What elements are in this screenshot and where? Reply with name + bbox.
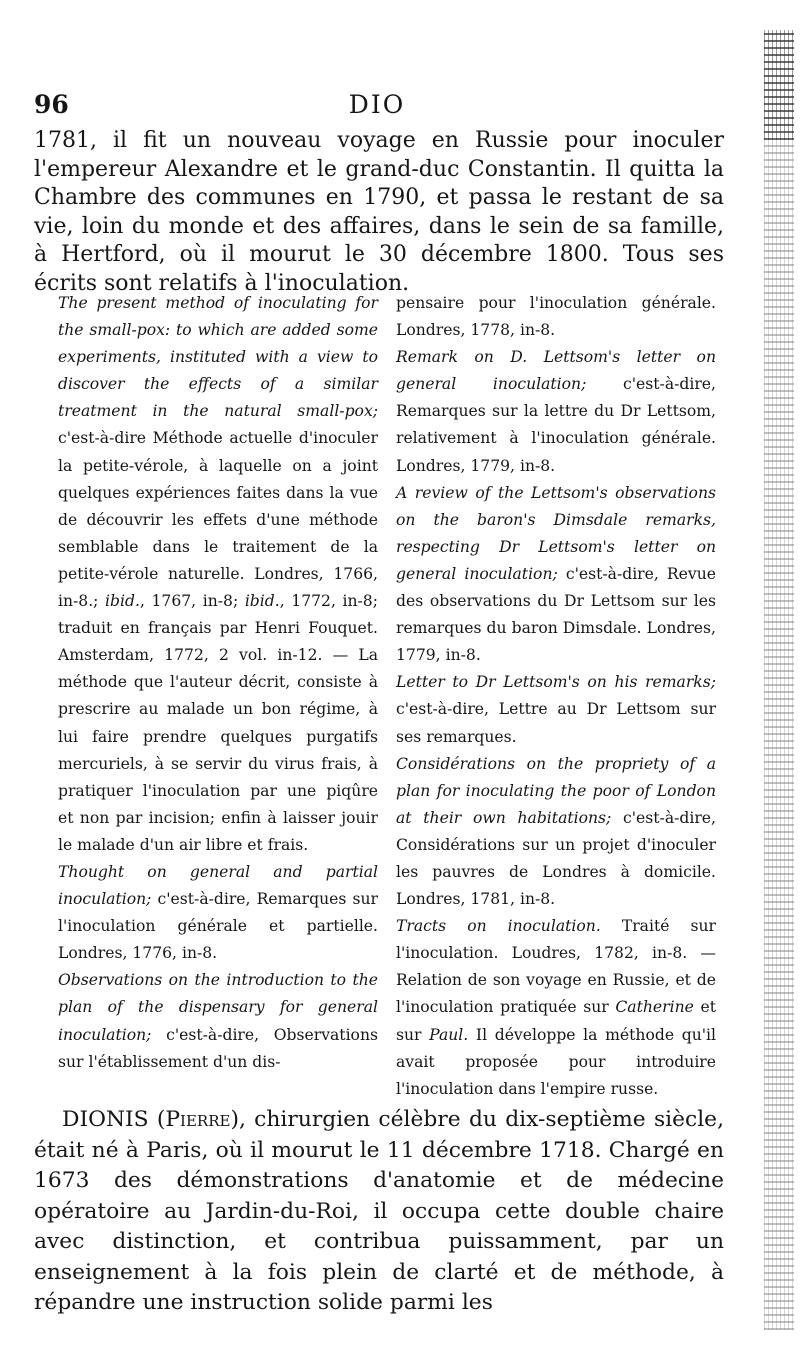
entry-title: Considérations on the propriety of a plan for inoculating the poor of London at their own habitations; [396,754,716,827]
entry-person-name: Catherine [615,998,694,1017]
page-number: 96 [34,90,69,119]
entry-text: c'est-à-dire, Remarques sur la lettre du Dr Lettsom, relativement à l'inoculation générale. Londres, 1779, in-8. [396,375,716,475]
entry-text: c'est-à-dire, Revue des observations du Dr Lettsom sur les remarques du baron Dimsdale. Londres, 1779, in-8. [396,564,716,665]
biography-paragraph [34,1105,724,1319]
entry-title: A review of the Lettsom's observations on the baron's Dimsdale remarks, respecting Dr Lettsom's letter on general inoculation; [396,483,716,583]
entry-title: Thought on general and partial inoculation; [58,862,378,909]
biography-text [34,1105,724,1319]
entry-title: Remark on D. Lettsom's letter on general inoculation; [396,348,716,394]
entry-text: c'est-à-dire, Remarques sur l'inoculation générale et partielle. Londres, 1776, in-8. [58,890,378,963]
entry-headword: DIONIS [62,1107,149,1132]
intro-text: 1781, il fit un nouveau voyage en Russie pour inoculer l'empereur Alexandre et le grand-duc Constantin. Il quitta la Chambre des communes en 1790, et passa le restant de sa vie, loin du monde et des affaires, dans le sein de sa famille, à Hertford, où il mourut le 30 décembre 1800. Tous ses écrits sont relatifs à l'inoculation. [34,128,724,296]
entry-text: c'est-à-dire, Observations sur l'établissement d'un dis- [58,1025,378,1071]
running-head: DIO [348,90,406,119]
page-edge-dark-mark [764,30,794,140]
entry-title: The present method of inoculating for the small-pox: to which are added some experiments, instituted with a view to discover the effects of a similar treatment in the natural small-pox; [58,294,378,421]
bibliography-entry-continued [396,290,716,344]
entry-ibid: ibid. [105,592,140,611]
bibliography-entry [396,480,716,670]
bibliography-entry [58,967,378,1075]
entry-text: , 1767, in-8; [139,592,245,611]
bibliography-entry [396,344,716,479]
right-column [396,290,716,1103]
entry-title: Letter to Dr Lettsom's on his remarks; [396,673,716,692]
intro-paragraph [34,127,724,298]
entry-given-name: (Pierre) [156,1107,239,1132]
left-column [58,290,378,1076]
entry-title: Observations on the introduction to the plan of the dispensary for general inoculation; [58,971,378,1044]
entry-ibid: ibid. [244,592,280,611]
entry-person-name: Paul. [429,1025,469,1044]
entry-text: Traité sur l'inoculation. Loudres, 1782, in-8. — Relation de son voyage en Russie, et de l'inoculation pratiquée sur [396,917,716,1017]
bibliography-columns [58,290,726,1098]
bibliography-entry [396,669,716,750]
entry-title: Tracts on inoculation. [396,917,601,936]
entry-text: c'est-à-dire Méthode actuelle d'inoculer la petite-vérole, à laquelle on a joint quelques expériences faites dans la vue de découvrir les effets d'une méthode semblable dans le traitement de la petite-vérole naturelle. Londres, 1766, in-8.; [58,429,378,611]
entry-text: Il développe la méthode qu'il avait proposée pour introduire l'inoculation dans l'empire russe. [396,1025,716,1098]
entry-text: et sur [396,998,717,1044]
bibliography-entry [58,859,378,967]
entry-text: c'est-à-dire, Considérations sur un projet d'inoculer les pauvres de Londres à domicile. Londres, 1781, in-8. [396,808,716,909]
bibliography-entry [396,751,716,914]
page-header [34,90,720,130]
entry-text: c'est-à-dire, Lettre au Dr Lettsom sur ses remarques. [396,700,716,746]
entry-text: , 1772, in-8; traduit en français par Henri Fouquet. Amsterdam, 1772, 2 vol. in-12. — La méthode que l'auteur décrit, consiste à prescrire au malade un bon régime, à lui faire prendre quelques purgatifs mercuriels, à se servir du virus frais, à pratiquer l'inoculation par une piqûre et non par incision; enfin à laisser jouir le malade d'un air libre et frais. [58,592,378,854]
bibliography-entry [396,913,716,1103]
page-edge-shadow [764,30,794,1330]
biography-body: , chirurgien célèbre du dix-septième siècle, était né à Paris, où il mourut le 11 décembre 1718. Chargé en 1673 des démonstrations d'anatomie et de médecine opératoire au Jardin-du-Roi, il occupa cette double chaire avec distinction, et contribua puissamment, par un enseignement à la fois plein de clarté et de méthode, à répandre une instruction solide parmi les [34,1107,725,1315]
entry-text: pensaire pour l'inoculation générale. Londres, 1778, in-8. [396,294,716,340]
bibliography-entry [58,290,378,859]
